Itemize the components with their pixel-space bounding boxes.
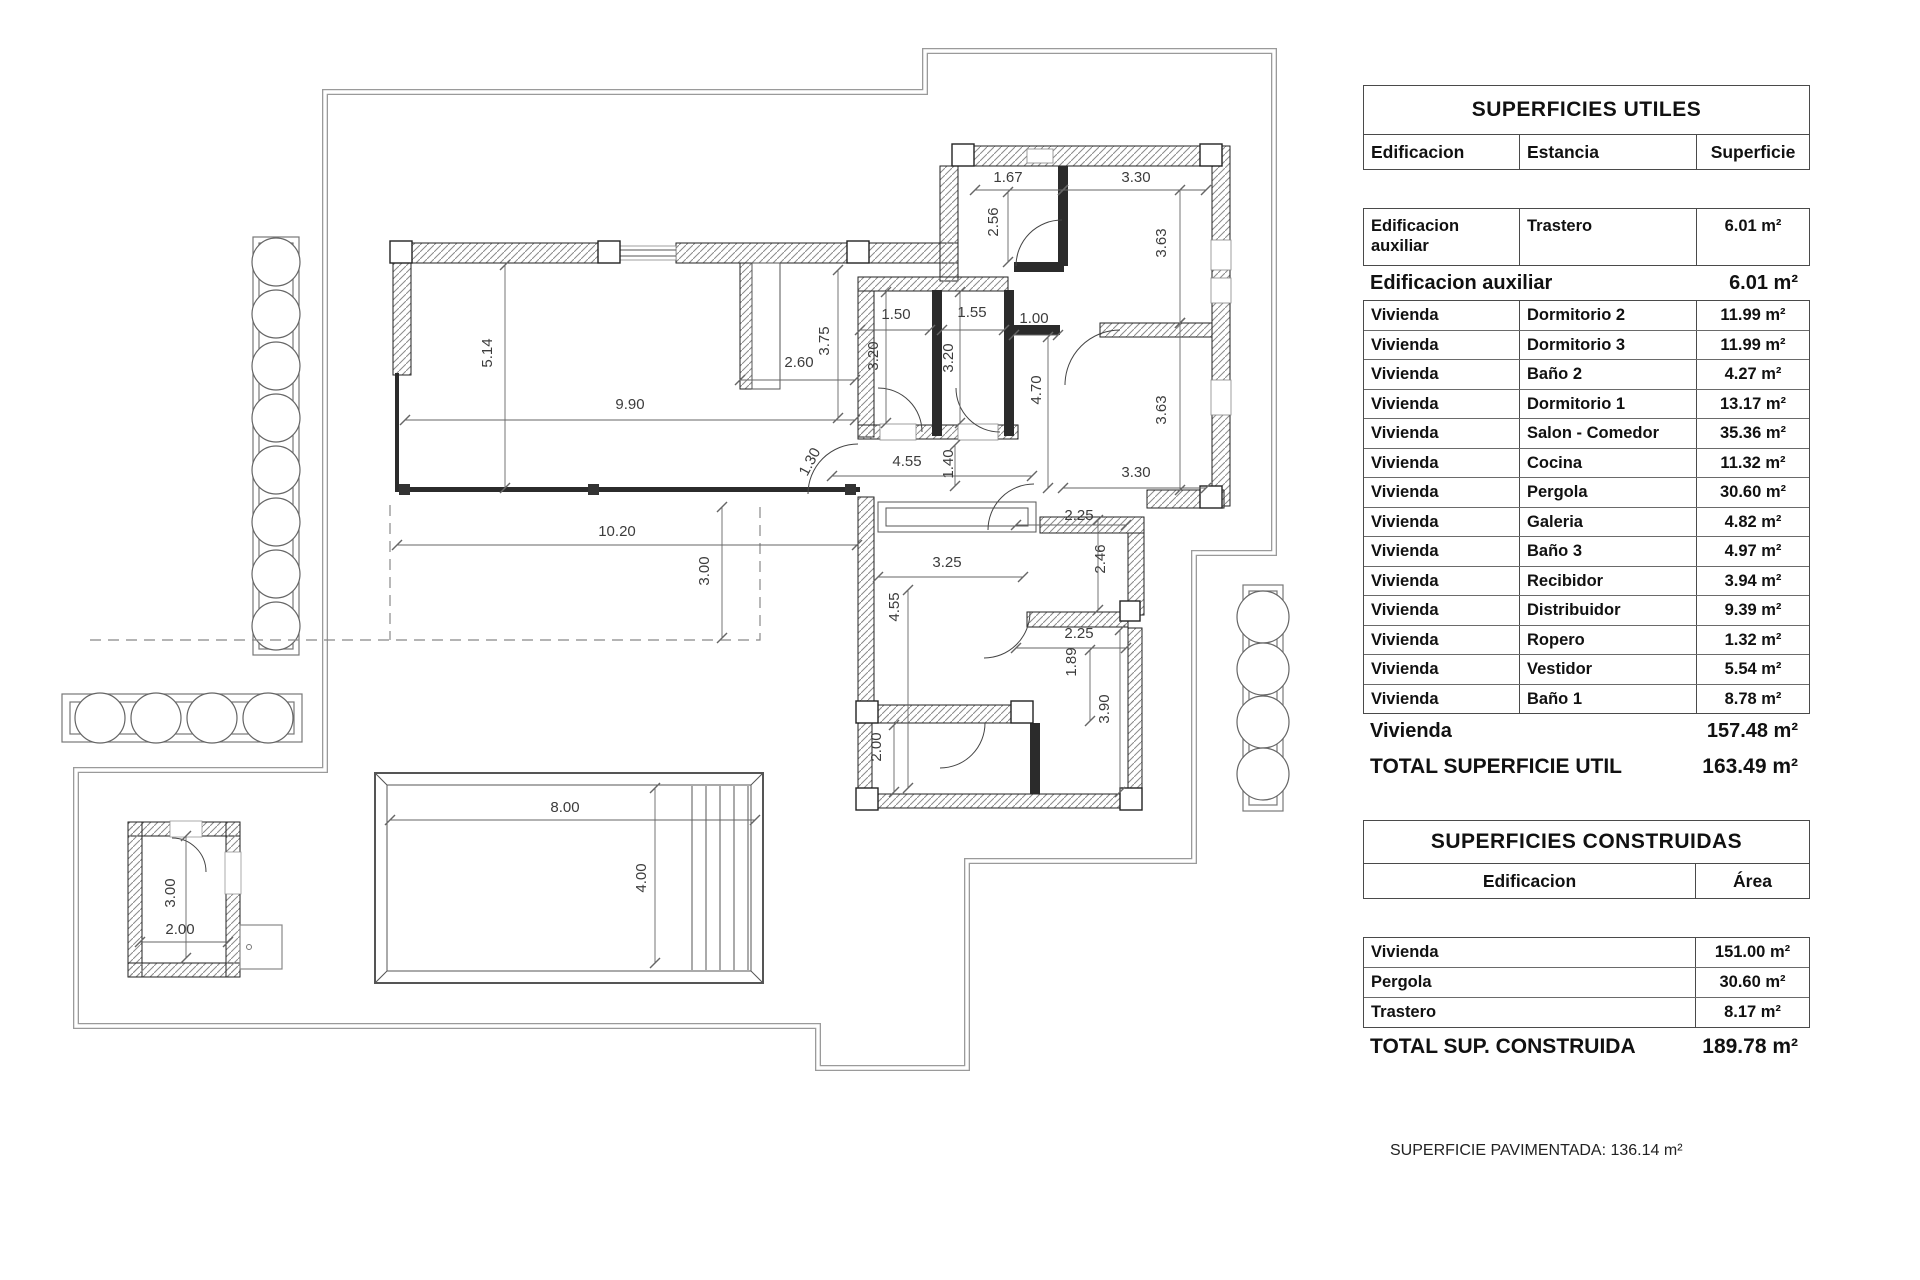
table-row: Trastero 8.17 m² — [1364, 997, 1809, 1027]
dimension-label: 3.90 — [1096, 694, 1113, 724]
dimension-label: 10.20 — [598, 523, 636, 540]
dimension-label: 3.30 — [1121, 464, 1151, 481]
dimension-label: 9.90 — [615, 396, 645, 413]
table-row: Vivienda Dormitorio 1 13.17 m² — [1364, 389, 1809, 419]
table-row: Vivienda Salon - Comedor 35.36 m² — [1364, 418, 1809, 448]
dimension-label: 2.00 — [165, 921, 195, 938]
dimension-label: 8.00 — [550, 799, 580, 816]
table-row: Vivienda Pergola 30.60 m² — [1364, 477, 1809, 507]
column-header-edificacion: Edificacion — [1371, 142, 1465, 162]
column-header-estancia: Estancia — [1519, 135, 1696, 169]
dimension-label: 2.00 — [868, 732, 885, 762]
dimension-label: 4.55 — [886, 592, 903, 622]
dimension-labels — [162, 169, 1170, 938]
table-title: SUPERFICIES UTILES — [1471, 98, 1702, 121]
dimension-label: 3.30 — [1121, 169, 1151, 186]
table-row: Vivienda Baño 2 4.27 m² — [1364, 359, 1809, 389]
dimension-label: 2.60 — [784, 354, 814, 371]
dimension-label: 3.75 — [816, 326, 833, 356]
dimension-label: 3.25 — [932, 554, 962, 571]
construidas-rows — [1363, 937, 1810, 1028]
superficies-utiles-table — [1363, 85, 1810, 786]
dimension-label: 2.56 — [985, 207, 1002, 237]
auxiliary-building — [128, 821, 282, 977]
pergola-dashed-outline — [90, 505, 760, 640]
column-header-edificacion: Edificacion — [1482, 871, 1577, 891]
table-row: Pergola 30.60 m² — [1364, 967, 1809, 997]
table-row: Vivienda Cocina 11.32 m² — [1364, 448, 1809, 478]
trees-right — [1237, 591, 1289, 800]
total-sup-construida: TOTAL SUP. CONSTRUIDA 189.78 m² — [1370, 1035, 1798, 1058]
dimension-label: 3.63 — [1153, 228, 1170, 258]
table-row: Vivienda 151.00 m² — [1364, 938, 1809, 967]
superficies-construidas-table — [1363, 820, 1810, 1066]
dimension-label: 1.30 — [795, 445, 825, 479]
dimension-label: 3.00 — [696, 556, 713, 586]
dimension-label: 1.40 — [940, 449, 957, 479]
dimension-label: 3.63 — [1153, 395, 1170, 425]
pool-steps — [692, 786, 748, 970]
column-header-superficie: Superficie — [1696, 135, 1809, 169]
table-row: Vivienda Vestidor 5.54 m² — [1364, 654, 1809, 684]
dimension-label: 3.00 — [162, 878, 179, 908]
dimension-label: 3.20 — [865, 341, 882, 371]
dimension-label: 4.70 — [1028, 375, 1045, 405]
trees-bottom-left — [75, 693, 293, 743]
dimension-label: 1.55 — [957, 304, 987, 321]
table-row: Vivienda Baño 1 8.78 m² — [1364, 684, 1809, 714]
window-openings — [608, 149, 1231, 440]
pavimentada-note: SUPERFICIE PAVIMENTADA: 136.14 m² — [1390, 1142, 1683, 1159]
dimension-label: 4.00 — [633, 863, 650, 893]
table-row: Vivienda Baño 3 4.97 m² — [1364, 536, 1809, 566]
dimension-label: 5.14 — [479, 338, 496, 368]
table-row: Vivienda Ropero 1.32 m² — [1364, 625, 1809, 655]
dimension-label: 4.55 — [892, 453, 922, 470]
dimension-label: 1.67 — [993, 169, 1023, 186]
table-row-aux: Edificacion auxiliar Trastero 6.01 m² — [1364, 209, 1809, 265]
table-row: Vivienda Galeria 4.82 m² — [1364, 507, 1809, 537]
table-title: SUPERFICIES CONSTRUIDAS — [1430, 830, 1743, 853]
dimension-label: 2.25 — [1064, 507, 1094, 524]
dimension-label: 1.89 — [1063, 647, 1080, 677]
table-row: Vivienda Distribuidor 9.39 m² — [1364, 595, 1809, 625]
table-row: Vivienda Dormitorio 3 11.99 m² — [1364, 330, 1809, 360]
dimension-label: 2.46 — [1092, 544, 1109, 574]
total-superficie-util: TOTAL SUPERFICIE UTIL 163.49 m² — [1370, 755, 1798, 778]
column-header-area: Área — [1695, 864, 1809, 898]
dimension-label: 1.50 — [881, 306, 911, 323]
aux-subtotal: Edificacion auxiliar 6.01 m² — [1370, 272, 1798, 294]
dimension-label: 1.00 — [1019, 310, 1049, 327]
vivienda-rows — [1363, 300, 1810, 714]
table-row: Vivienda Recibidor 3.94 m² — [1364, 566, 1809, 596]
dimension-label: 3.20 — [940, 343, 957, 373]
table-row: Vivienda Dormitorio 2 11.99 m² — [1364, 301, 1809, 330]
dimension-label: 2.25 — [1064, 625, 1094, 642]
vivienda-subtotal: Vivienda 157.48 m² — [1370, 720, 1798, 742]
